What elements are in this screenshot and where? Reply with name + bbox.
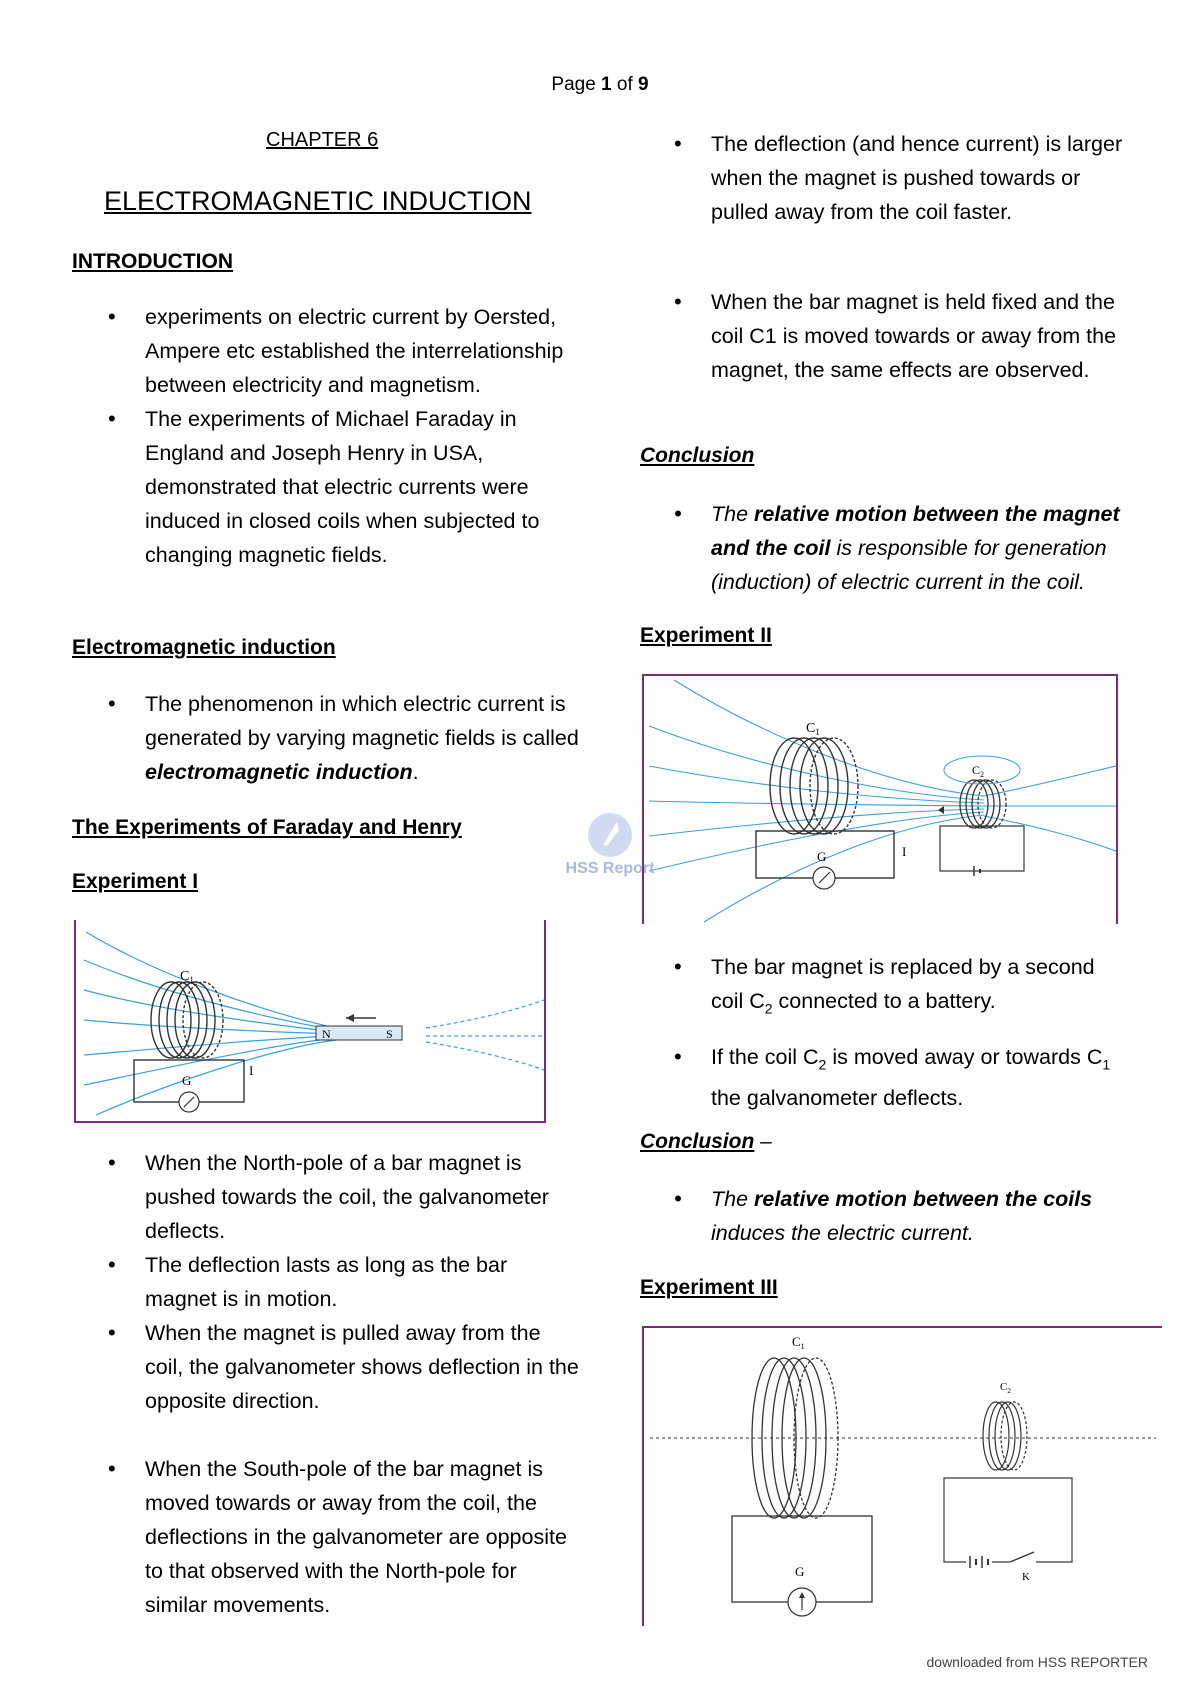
- coil-label: $C_1$: [180, 969, 194, 985]
- em-list: [72, 687, 582, 789]
- coil-c1-label: $C_1$: [806, 721, 820, 737]
- experiment-3-heading: Experiment III: [640, 1276, 778, 1299]
- experiment-1-heading: Experiment I: [72, 870, 199, 893]
- watermark: [555, 810, 665, 878]
- list-item: • The relative motion between the magnet and the coil is responsible for generation (induction) of electric current in the coil.: [638, 497, 1128, 599]
- coil-c2-label: $C_2$: [972, 763, 985, 779]
- galvanometer-label: G: [795, 1564, 805, 1579]
- galvanometer-label: G: [182, 1073, 192, 1088]
- list-item: • The relative motion between the coils induces the electric current.: [638, 1182, 1128, 1250]
- conclusion-2-heading: Conclusion –: [640, 1130, 772, 1153]
- list-item: • When the magnet is pulled away from the coil, the galvanometer shows deflection in the opposite direction.: [72, 1316, 582, 1418]
- list-item: • The deflection lasts as long as the bar magnet is in motion.: [72, 1248, 582, 1316]
- intro-list: [72, 300, 582, 572]
- experiment-1-diagram: [76, 920, 544, 1121]
- footer-source: downloaded from HSS REPORTER: [926, 1654, 1148, 1670]
- conclusion-1-heading: Conclusion: [640, 444, 755, 467]
- list-item: • experiments on electric current by Oersted, Ampere etc established the interrelationship between electricity and magnetism.: [72, 300, 582, 402]
- experiment-2-list-2: [638, 1040, 1128, 1115]
- faraday-henry-heading: The Experiments of Faraday and Henry: [72, 816, 462, 839]
- experiment-1-figure: [74, 920, 546, 1123]
- em-heading: Electromagnetic induction: [72, 636, 336, 659]
- conclusion-1-list: [638, 497, 1128, 599]
- coil-c2-label: $C_2$: [1000, 1381, 1011, 1395]
- experiment-1-list-2: [72, 1452, 582, 1622]
- key-label: K: [1022, 1571, 1030, 1583]
- coil-c2: [960, 780, 1006, 828]
- list-item: • The bar magnet is replaced by a second coil $C_2$ connected to a battery.: [638, 950, 1128, 1025]
- experiment-1-list-right: [638, 127, 1128, 229]
- south-pole-label: S: [386, 1027, 393, 1041]
- page-number: Page 1 of 9: [551, 74, 649, 95]
- list-item: • When the bar magnet is held fixed and the coil C1 is moved towards or away from the magnet, the same effects are observed.: [638, 285, 1128, 387]
- chapter-label: CHAPTER 6: [266, 129, 379, 151]
- conclusion-2-list: [638, 1182, 1128, 1250]
- watermark-text: HSS Report: [565, 860, 655, 877]
- intro-heading: INTRODUCTION: [72, 250, 233, 273]
- coil-c2: [983, 1402, 1027, 1470]
- field-lines: [84, 932, 544, 1115]
- experiment-2-diagram: [644, 676, 1116, 924]
- experiment-2-figure: [642, 674, 1118, 924]
- current-label: I: [902, 844, 907, 859]
- experiment-2-heading: Experiment II: [640, 624, 772, 647]
- list-item: • When the North-pole of a bar magnet is pushed towards the coil, the galvanometer deflects.: [72, 1146, 582, 1248]
- experiment-3-figure: [642, 1326, 1162, 1626]
- watermark-logo-icon: [585, 810, 635, 860]
- galvanometer-label: G: [817, 849, 827, 864]
- bar-magnet: [316, 1014, 402, 1041]
- experiment-3-diagram: [644, 1328, 1162, 1626]
- list-item: • The deflection (and hence current) is larger when the magnet is pushed towards or pulled away from the coil faster.: [638, 127, 1128, 229]
- field-lines: [649, 680, 1116, 922]
- experiment-2-list: [638, 950, 1128, 1025]
- list-item: • The experiments of Michael Faraday in England and Joseph Henry in USA, demonstrated that electric currents were induced in closed coils when subjected to changing magnetic fields.: [72, 402, 582, 572]
- page-title: ELECTROMAGNETIC INDUCTION: [104, 186, 532, 216]
- coil-c1-label: $C_1$: [792, 1334, 805, 1351]
- list-item: • If the coil $C_2$ is moved away or towards $C_1$ the galvanometer deflects.: [638, 1040, 1128, 1115]
- current-label: I: [249, 1063, 254, 1078]
- north-pole-label: N: [322, 1027, 331, 1041]
- experiment-1-list: [72, 1146, 582, 1418]
- list-item: • When the South-pole of the bar magnet is moved towards or away from the coil, the deflections in the galvanometer are opposite to that observed with the North-pole for similar movements.: [72, 1452, 582, 1622]
- circuit-c2: [940, 826, 1024, 871]
- experiment-1-list-right-2: [638, 285, 1128, 387]
- circuit-c2: [944, 1478, 1072, 1562]
- list-item: • The phenomenon in which electric current is generated by varying magnetic fields is called electromagnetic induction.: [72, 687, 582, 789]
